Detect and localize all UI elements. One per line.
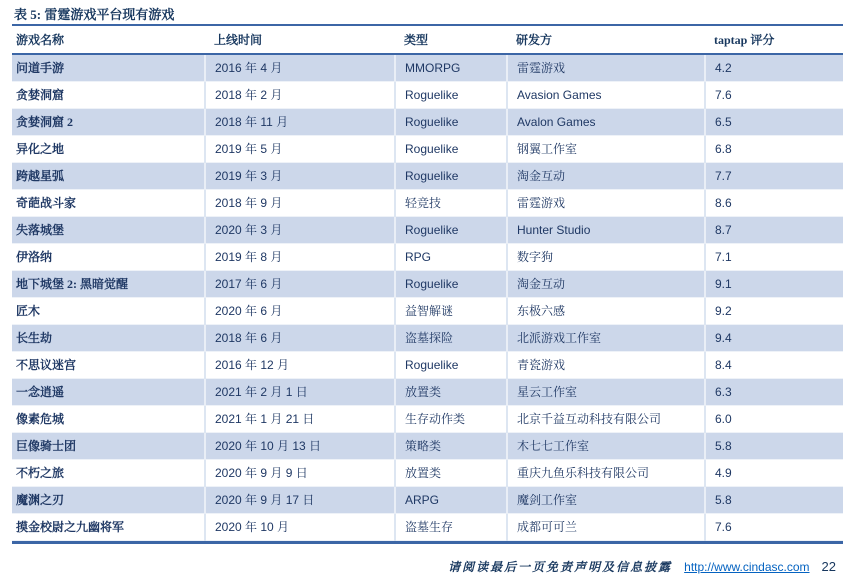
launch-date-cell: 2018 年 9 月 (205, 189, 395, 216)
developer-cell: 木七七工作室 (507, 432, 705, 459)
table-row (12, 324, 843, 351)
table-row (12, 54, 843, 81)
table-row (12, 351, 843, 378)
genre-cell: Roguelike (395, 81, 507, 108)
launch-date-cell: 2020 年 6 月 (205, 297, 395, 324)
table-row (12, 81, 843, 108)
launch-date-cell: 2018 年 2 月 (205, 81, 395, 108)
genre-cell: 益智解谜 (395, 297, 507, 324)
game-name-cell: 摸金校尉之九幽将军 (12, 513, 205, 540)
table-row (12, 189, 843, 216)
developer-cell: 淘金互动 (507, 270, 705, 297)
table-row (12, 378, 843, 405)
developer-cell: 星云工作室 (507, 378, 705, 405)
developer-cell: 成都可可兰 (507, 513, 705, 540)
genre-cell: 放置类 (395, 459, 507, 486)
column-header-4: taptap 评分 (705, 26, 843, 54)
game-name-cell: 匠木 (12, 297, 205, 324)
column-header-1: 上线时间 (205, 26, 395, 54)
table-row (12, 432, 843, 459)
game-name-cell: 异化之地 (12, 135, 205, 162)
table-row (12, 270, 843, 297)
rating-cell: 7.6 (705, 513, 843, 540)
launch-date-cell: 2020 年 3 月 (205, 216, 395, 243)
launch-date-cell: 2019 年 8 月 (205, 243, 395, 270)
rating-cell: 9.2 (705, 297, 843, 324)
developer-cell: 北派游戏工作室 (507, 324, 705, 351)
table-row (12, 243, 843, 270)
game-name-cell: 不朽之旅 (12, 459, 205, 486)
rating-cell: 5.8 (705, 432, 843, 459)
rating-cell: 6.5 (705, 108, 843, 135)
column-header-0: 游戏名称 (12, 26, 205, 54)
table-row (12, 459, 843, 486)
rating-cell: 6.0 (705, 405, 843, 432)
launch-date-cell: 2016 年 12 月 (205, 351, 395, 378)
genre-cell: 策略类 (395, 432, 507, 459)
rating-cell: 4.9 (705, 459, 843, 486)
rating-cell: 7.1 (705, 243, 843, 270)
rating-cell: 9.4 (705, 324, 843, 351)
disclaimer-text: 请阅读最后一页免责声明及信息披露 (448, 560, 673, 574)
launch-date-cell: 2020 年 9 月 9 日 (205, 459, 395, 486)
rating-cell: 7.7 (705, 162, 843, 189)
launch-date-cell: 2018 年 11 月 (205, 108, 395, 135)
developer-cell: 雷霆游戏 (507, 189, 705, 216)
games-table (12, 26, 843, 541)
table-row (12, 405, 843, 432)
launch-date-cell: 2021 年 1 月 21 日 (205, 405, 395, 432)
developer-cell: 钢翼工作室 (507, 135, 705, 162)
table-row (12, 486, 843, 513)
genre-cell: 放置类 (395, 378, 507, 405)
game-name-cell: 贪婪洞窟 2 (12, 108, 205, 135)
developer-cell: 青瓷游戏 (507, 351, 705, 378)
developer-cell: 雷霆游戏 (507, 54, 705, 81)
developer-cell: 魔剑工作室 (507, 486, 705, 513)
genre-cell: Roguelike (395, 108, 507, 135)
column-header-3: 研发方 (507, 26, 705, 54)
games-table-wrapper (12, 24, 843, 544)
page-number: 22 (821, 559, 836, 574)
developer-cell: Avalon Games (507, 108, 705, 135)
launch-date-cell: 2019 年 5 月 (205, 135, 395, 162)
developer-cell: 重庆九鱼乐科技有限公司 (507, 459, 705, 486)
rating-cell: 4.2 (705, 54, 843, 81)
genre-cell: ARPG (395, 486, 507, 513)
game-name-cell: 奇葩战斗家 (12, 189, 205, 216)
rating-cell: 8.4 (705, 351, 843, 378)
game-name-cell: 问道手游 (12, 54, 205, 81)
rating-cell: 6.8 (705, 135, 843, 162)
rating-cell: 5.8 (705, 486, 843, 513)
launch-date-cell: 2018 年 6 月 (205, 324, 395, 351)
cindasc-link[interactable]: http://www.cindasc.com (684, 560, 810, 574)
game-name-cell: 魔渊之刃 (12, 486, 205, 513)
game-name-cell: 一念逍遥 (12, 378, 205, 405)
game-name-cell: 贪婪洞窟 (12, 81, 205, 108)
genre-cell: Roguelike (395, 135, 507, 162)
launch-date-cell: 2021 年 2 月 1 日 (205, 378, 395, 405)
developer-cell: Hunter Studio (507, 216, 705, 243)
genre-cell: Roguelike (395, 351, 507, 378)
launch-date-cell: 2020 年 10 月 13 日 (205, 432, 395, 459)
table-row (12, 216, 843, 243)
table-row (12, 513, 843, 540)
developer-cell: 北京千益互动科技有限公司 (507, 405, 705, 432)
launch-date-cell: 2019 年 3 月 (205, 162, 395, 189)
genre-cell: Roguelike (395, 162, 507, 189)
header-row (12, 26, 843, 54)
developer-cell: 数字狗 (507, 243, 705, 270)
genre-cell: 轻竞技 (395, 189, 507, 216)
table-row (12, 297, 843, 324)
genre-cell: 盗墓生存 (395, 513, 507, 540)
genre-cell: 生存动作类 (395, 405, 507, 432)
game-name-cell: 巨像骑士团 (12, 432, 205, 459)
table-title: 表 5: 雷霆游戏平台现有游戏 (14, 7, 175, 22)
game-name-cell: 跨越星弧 (12, 162, 205, 189)
launch-date-cell: 2020 年 9 月 17 日 (205, 486, 395, 513)
game-name-cell: 失落城堡 (12, 216, 205, 243)
genre-cell: MMORPG (395, 54, 507, 81)
table-row (12, 108, 843, 135)
games-table-body (12, 54, 843, 540)
game-name-cell: 长生劫 (12, 324, 205, 351)
developer-cell: 东极六感 (507, 297, 705, 324)
rating-cell: 7.6 (705, 81, 843, 108)
table-row (12, 135, 843, 162)
table-row (12, 162, 843, 189)
developer-cell: Avasion Games (507, 81, 705, 108)
launch-date-cell: 2016 年 4 月 (205, 54, 395, 81)
rating-cell: 8.7 (705, 216, 843, 243)
launch-date-cell: 2017 年 6 月 (205, 270, 395, 297)
page-footer (448, 558, 836, 575)
games-table-header (12, 26, 843, 54)
genre-cell: 盗墓探险 (395, 324, 507, 351)
developer-cell: 淘金互动 (507, 162, 705, 189)
game-name-cell: 地下城堡 2: 黑暗觉醒 (12, 270, 205, 297)
launch-date-cell: 2020 年 10 月 (205, 513, 395, 540)
game-name-cell: 像素危城 (12, 405, 205, 432)
rating-cell: 9.1 (705, 270, 843, 297)
rating-cell: 6.3 (705, 378, 843, 405)
genre-cell: Roguelike (395, 216, 507, 243)
genre-cell: RPG (395, 243, 507, 270)
game-name-cell: 伊洛纳 (12, 243, 205, 270)
game-name-cell: 不思议迷宫 (12, 351, 205, 378)
column-header-2: 类型 (395, 26, 507, 54)
rating-cell: 8.6 (705, 189, 843, 216)
genre-cell: Roguelike (395, 270, 507, 297)
